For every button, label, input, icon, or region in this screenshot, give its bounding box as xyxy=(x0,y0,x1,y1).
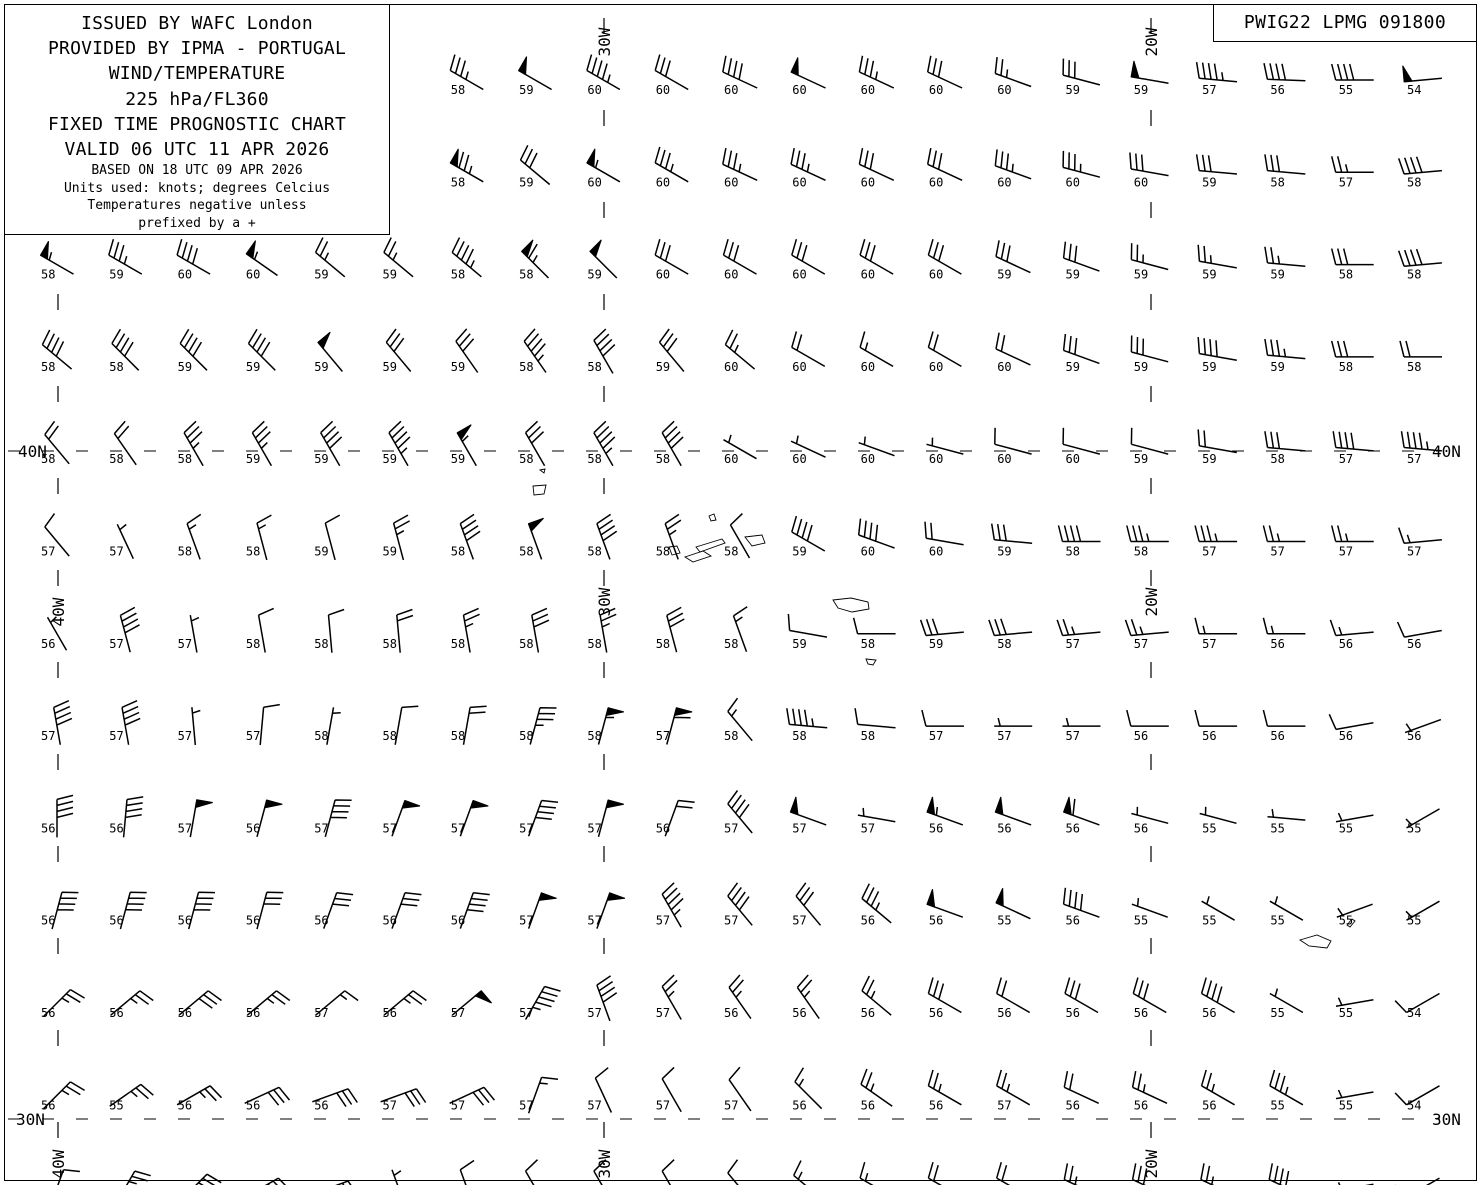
temperature-label: 57 xyxy=(245,729,261,744)
temperature-label: 57 xyxy=(792,821,807,836)
temperature-label: 55 xyxy=(1133,913,1149,928)
temperature-label: 60 xyxy=(997,359,1012,374)
temperature-label: 55 xyxy=(1270,913,1285,928)
temperature-label: 59 xyxy=(1202,452,1217,467)
temperature-label: 58 xyxy=(587,359,602,374)
temperature-label: 60 xyxy=(1065,452,1080,467)
temperature-label: 57 xyxy=(655,1006,671,1020)
temperature-label: 57 xyxy=(1065,729,1080,744)
temperature-label: 57 xyxy=(519,1006,534,1020)
temperature-label: 60 xyxy=(587,83,602,97)
temperature-label: 55 xyxy=(1338,83,1354,97)
temperature-label: 56 xyxy=(245,1006,261,1020)
temperature-label: 60 xyxy=(792,267,807,282)
temperature-label: 58 xyxy=(41,359,56,374)
temperature-label: 59 xyxy=(587,267,602,282)
temperature-note-line: Temperatures negative unless xyxy=(87,198,307,214)
issuer-line: ISSUED BY WAFC London xyxy=(81,13,313,34)
temperature-label: 60 xyxy=(928,452,944,467)
temperature-label: 56 xyxy=(177,913,193,928)
temperature-label: 60 xyxy=(792,83,807,97)
temperature-label: 57 xyxy=(314,1006,329,1020)
temperature-label: 56 xyxy=(1065,1098,1080,1113)
temperature-label: 59 xyxy=(450,452,466,467)
temperature-label: 56 xyxy=(1202,1098,1217,1113)
longitude-label: 40W xyxy=(49,1149,68,1179)
temperature-label: 59 xyxy=(314,452,329,467)
temperature-label: 56 xyxy=(724,1006,739,1020)
temperature-label: 57 xyxy=(587,821,602,836)
temperature-label: 59 xyxy=(109,267,124,282)
temperature-label: 59 xyxy=(655,359,671,374)
latitude-label: 30N xyxy=(1432,1110,1461,1129)
temperature-label: 59 xyxy=(928,636,944,651)
temperature-label: 55 xyxy=(1407,821,1422,836)
temperature-label: 59 xyxy=(1133,267,1149,282)
temperature-label: 60 xyxy=(587,175,602,190)
temperature-label: 54 xyxy=(1407,1006,1422,1020)
temperature-label: 56 xyxy=(792,1006,807,1020)
temperature-label: 60 xyxy=(724,452,739,467)
temperature-label: 56 xyxy=(41,1006,56,1020)
base-time-line: BASED ON 18 UTC 09 APR 2026 xyxy=(91,163,303,179)
longitude-label: 40W xyxy=(49,597,68,627)
temperature-label: 56 xyxy=(314,1098,329,1113)
temperature-label: 56 xyxy=(1202,729,1217,744)
temperature-label: 57 xyxy=(1202,544,1217,559)
temperature-label: 56 xyxy=(245,821,261,836)
temperature-label: 56 xyxy=(1270,83,1285,97)
temperature-label: 60 xyxy=(997,175,1012,190)
temperature-label: 58 xyxy=(1270,452,1285,467)
temperature-label: 59 xyxy=(997,544,1012,559)
temperature-label: 60 xyxy=(245,267,261,282)
temperature-label: 57 xyxy=(314,821,329,836)
temperature-label: 57 xyxy=(655,913,671,928)
temperature-label: 58 xyxy=(724,636,739,651)
temperature-note-line-2: prefixed by a + xyxy=(138,216,256,231)
temperature-label: 58 xyxy=(724,544,739,559)
temperature-label: 56 xyxy=(1202,1006,1217,1020)
temperature-label: 56 xyxy=(1065,821,1080,836)
temperature-label: 58 xyxy=(245,636,261,651)
temperature-label: 60 xyxy=(860,175,876,190)
temperature-label: 57 xyxy=(519,821,534,836)
temperature-label: 59 xyxy=(177,359,193,374)
temperature-label: 57 xyxy=(519,913,534,928)
latitude-label: 40N xyxy=(1432,442,1461,461)
temperature-label: 56 xyxy=(1270,729,1285,744)
temperature-label: 56 xyxy=(1407,729,1422,744)
temperature-label: 56 xyxy=(1407,636,1422,651)
temperature-label: 56 xyxy=(792,1098,807,1113)
temperature-label: 55 xyxy=(1338,1006,1354,1020)
temperature-label: 58 xyxy=(587,636,602,651)
temperature-label: 57 xyxy=(382,1098,397,1113)
temperature-label: 60 xyxy=(928,175,944,190)
temperature-label: 57 xyxy=(587,913,602,928)
level-line: 225 hPa/FL360 xyxy=(125,88,269,110)
temperature-label: 58 xyxy=(1338,267,1354,282)
temperature-label: 56 xyxy=(314,913,329,928)
temperature-label: 57 xyxy=(997,729,1012,744)
temperature-label: 56 xyxy=(928,821,944,836)
temperature-label: 58 xyxy=(587,452,602,467)
wind-barb xyxy=(312,1181,357,1185)
temperature-label: 59 xyxy=(1133,359,1149,374)
temperature-label: 60 xyxy=(997,452,1012,467)
temperature-label: 60 xyxy=(792,359,807,374)
temperature-label: 57 xyxy=(109,544,124,559)
temperature-label: 56 xyxy=(997,821,1012,836)
temperature-label: 60 xyxy=(928,83,944,97)
temperature-label: 55 xyxy=(1407,913,1422,928)
temperature-label: 57 xyxy=(41,729,56,744)
temperature-label: 59 xyxy=(382,267,397,282)
temperature-label: 59 xyxy=(1202,267,1217,282)
temperature-label: 59 xyxy=(314,359,329,374)
temperature-label: 56 xyxy=(245,913,261,928)
chart-id-box: PWIG22 LPMG 091800 xyxy=(1213,4,1477,42)
temperature-label: 58 xyxy=(519,359,534,374)
temperature-label: 58 xyxy=(382,636,397,651)
temperature-label: 58 xyxy=(587,544,602,559)
temperature-label: 60 xyxy=(792,175,807,190)
temperature-label: 60 xyxy=(724,175,739,190)
temperature-label: 56 xyxy=(450,913,466,928)
temperature-label: 57 xyxy=(109,729,124,744)
temperature-label: 56 xyxy=(1065,1006,1080,1020)
temperature-label: 57 xyxy=(860,821,876,836)
temperature-label: 57 xyxy=(382,821,397,836)
temperature-label: 58 xyxy=(655,636,671,651)
temperature-label: 57 xyxy=(109,636,124,651)
temperature-label: 59 xyxy=(245,452,261,467)
temperature-label: 57 xyxy=(450,821,466,836)
temperature-label: 58 xyxy=(177,452,193,467)
temperature-label: 58 xyxy=(450,636,466,651)
temperature-label: 60 xyxy=(928,359,944,374)
temperature-label: 60 xyxy=(655,175,671,190)
temperature-label: 59 xyxy=(314,267,329,282)
product-line: WIND/TEMPERATURE xyxy=(108,63,286,85)
temperature-label: 56 xyxy=(997,1006,1012,1020)
temperature-label: 56 xyxy=(1133,729,1149,744)
temperature-label: 59 xyxy=(450,359,466,374)
temperature-label: 58 xyxy=(860,636,876,651)
temperature-label: 56 xyxy=(41,1098,56,1113)
temperature-label: 58 xyxy=(860,729,876,744)
temperature-label: 56 xyxy=(177,1006,193,1020)
temperature-label: 57 xyxy=(1338,452,1354,467)
temperature-label: 58 xyxy=(1407,359,1422,374)
temperature-label: 59 xyxy=(314,544,329,559)
temperature-label: 59 xyxy=(1065,359,1080,374)
temperature-label: 58 xyxy=(450,267,466,282)
temperature-label: 56 xyxy=(109,1006,124,1020)
temperature-label: 59 xyxy=(1133,452,1149,467)
temperature-label: 59 xyxy=(1065,267,1080,282)
latitude-label: 40N xyxy=(18,442,47,461)
temperature-label: 58 xyxy=(792,729,807,744)
temperature-label: 59 xyxy=(1270,359,1285,374)
temperature-label: 55 xyxy=(109,1098,124,1113)
temperature-label: 58 xyxy=(724,729,739,744)
temperature-label: 60 xyxy=(860,83,876,97)
longitude-label: 30W xyxy=(595,27,614,57)
temperature-label: 56 xyxy=(245,1098,261,1113)
temperature-label: 56 xyxy=(928,1006,944,1020)
temperature-label: 57 xyxy=(1065,636,1080,651)
temperature-label: 59 xyxy=(382,452,397,467)
temperature-label: 60 xyxy=(724,359,739,374)
temperature-label: 60 xyxy=(860,544,876,559)
temperature-label: 59 xyxy=(792,636,807,651)
temperature-label: 60 xyxy=(724,267,739,282)
temperature-label: 57 xyxy=(997,1098,1012,1113)
temperature-label: 56 xyxy=(1338,636,1354,651)
temperature-label: 59 xyxy=(519,175,534,190)
temperature-label: 57 xyxy=(655,1098,671,1113)
temperature-label: 57 xyxy=(587,1006,602,1020)
temperature-label: 56 xyxy=(109,821,124,836)
temperature-label: 58 xyxy=(382,729,397,744)
temperature-label: 56 xyxy=(382,1006,397,1020)
temperature-label: 60 xyxy=(655,83,671,97)
temperature-label: 58 xyxy=(1338,359,1354,374)
temperature-label: 59 xyxy=(1065,83,1080,97)
temperature-label: 58 xyxy=(177,544,193,559)
temperature-label: 56 xyxy=(928,1098,944,1113)
temperature-label: 54 xyxy=(1407,1098,1422,1113)
temperature-label: 56 xyxy=(109,913,124,928)
temperature-label: 57 xyxy=(1407,544,1422,559)
temperature-label: 57 xyxy=(177,729,193,744)
temperature-label: 57 xyxy=(450,1006,466,1020)
temperature-label: 58 xyxy=(519,452,534,467)
temperature-label: 58 xyxy=(314,729,329,744)
temperature-label: 58 xyxy=(655,452,671,467)
temperature-label: 57 xyxy=(1270,544,1285,559)
longitude-label: 20W xyxy=(1142,1149,1161,1179)
latitude-label: 30N xyxy=(16,1110,45,1129)
temperature-label: 59 xyxy=(245,359,261,374)
temperature-label: 58 xyxy=(519,544,534,559)
temperature-label: 56 xyxy=(860,913,876,928)
temperature-label: 58 xyxy=(450,175,466,190)
temperature-label: 56 xyxy=(1133,1098,1149,1113)
longitude-label: 30W xyxy=(595,587,614,617)
temperature-label: 60 xyxy=(792,452,807,467)
temperature-label: 58 xyxy=(41,267,56,282)
temperature-label: 56 xyxy=(1270,636,1285,651)
temperature-label: 59 xyxy=(1202,359,1217,374)
temperature-label: 58 xyxy=(519,267,534,282)
temperature-label: 58 xyxy=(1407,175,1422,190)
temperature-label: 57 xyxy=(1338,175,1354,190)
temperature-label: 59 xyxy=(382,544,397,559)
temperature-label: 60 xyxy=(177,267,193,282)
temperature-label: 55 xyxy=(997,913,1012,928)
temperature-label: 60 xyxy=(860,359,876,374)
temperature-label: 57 xyxy=(1407,452,1422,467)
temperature-label: 55 xyxy=(1202,821,1217,836)
temperature-label: 55 xyxy=(1270,821,1285,836)
temperature-label: 56 xyxy=(177,1098,193,1113)
units-line: Units used: knots; degrees Celcius xyxy=(63,180,331,196)
temperature-label: 58 xyxy=(997,636,1012,651)
temperature-label: 57 xyxy=(177,821,193,836)
temperature-label: 58 xyxy=(587,729,602,744)
temperature-label: 58 xyxy=(450,544,466,559)
temperature-label: 59 xyxy=(1202,175,1217,190)
temperature-label: 60 xyxy=(928,544,944,559)
temperature-label: 57 xyxy=(724,821,739,836)
temperature-label: 57 xyxy=(655,729,671,744)
chart-type-line: FIXED TIME PROGNOSTIC CHART xyxy=(48,113,346,135)
temperature-label: 55 xyxy=(1338,913,1354,928)
temperature-label: 58 xyxy=(41,452,56,467)
temperature-label: 60 xyxy=(997,83,1012,97)
temperature-label: 56 xyxy=(41,821,56,836)
temperature-label: 57 xyxy=(724,913,739,928)
temperature-label: 58 xyxy=(1407,267,1422,282)
longitude-label: 30W xyxy=(595,1149,614,1179)
temperature-label: 56 xyxy=(41,913,56,928)
temperature-label: 56 xyxy=(382,913,397,928)
temperature-label: 56 xyxy=(1133,821,1149,836)
temperature-label: 58 xyxy=(519,636,534,651)
temperature-label: 56 xyxy=(860,1098,876,1113)
temperature-label: 58 xyxy=(519,729,534,744)
temperature-label: 57 xyxy=(792,913,807,928)
temperature-label: 57 xyxy=(450,1098,466,1113)
temperature-label: 60 xyxy=(1133,175,1149,190)
temperature-label: 55 xyxy=(1202,913,1217,928)
temperature-label: 56 xyxy=(1065,913,1080,928)
temperature-label: 55 xyxy=(1270,1006,1285,1020)
temperature-label: 56 xyxy=(41,636,56,651)
longitude-label: 20W xyxy=(1142,27,1161,57)
temperature-label: 57 xyxy=(724,1098,739,1113)
temperature-label: 58 xyxy=(245,544,261,559)
temperature-label: 57 xyxy=(928,729,944,744)
temperature-label: 56 xyxy=(1133,1006,1149,1020)
temperature-label: 58 xyxy=(1133,544,1149,559)
temperature-label: 57 xyxy=(1338,544,1354,559)
provider-line: PROVIDED BY IPMA - PORTUGAL xyxy=(48,38,346,60)
temperature-label: 57 xyxy=(177,636,193,651)
temperature-label: 59 xyxy=(1133,83,1149,97)
temperature-label: 58 xyxy=(109,359,124,374)
temperature-label: 59 xyxy=(519,83,534,97)
temperature-label: 57 xyxy=(1133,636,1149,651)
temperature-label: 59 xyxy=(1270,267,1285,282)
temperature-label: 57 xyxy=(1202,83,1217,97)
temperature-label: 59 xyxy=(792,544,807,559)
temperature-label: 55 xyxy=(1338,1098,1354,1113)
temperature-label: 60 xyxy=(724,83,739,97)
temperature-label: 58 xyxy=(450,83,466,97)
temperature-label: 59 xyxy=(382,359,397,374)
temperature-label: 57 xyxy=(1202,636,1217,651)
temperature-label: 59 xyxy=(997,267,1012,282)
temperature-label: 56 xyxy=(1338,729,1354,744)
temperature-label: 58 xyxy=(314,636,329,651)
validity-line: VALID 06 UTC 11 APR 2026 xyxy=(64,139,330,161)
temperature-label: 56 xyxy=(860,1006,876,1020)
temperature-label: 54 xyxy=(1407,83,1422,97)
chart-header-box xyxy=(4,4,390,235)
temperature-label: 57 xyxy=(587,1098,602,1113)
longitude-label: 20W xyxy=(1142,587,1161,617)
temperature-label: 55 xyxy=(1270,1098,1285,1113)
temperature-label: 60 xyxy=(655,267,671,282)
temperature-label: 60 xyxy=(1065,175,1080,190)
temperature-label: 58 xyxy=(655,544,671,559)
temperature-label: 58 xyxy=(1065,544,1080,559)
temperature-label: 56 xyxy=(655,821,671,836)
temperature-label: 58 xyxy=(109,452,124,467)
temperature-label: 57 xyxy=(519,1098,534,1113)
temperature-label: 57 xyxy=(41,544,56,559)
temperature-label: 60 xyxy=(860,452,876,467)
temperature-label: 58 xyxy=(1270,175,1285,190)
temperature-label: 58 xyxy=(450,729,466,744)
temperature-label: 56 xyxy=(928,913,944,928)
temperature-label: 60 xyxy=(860,267,876,282)
temperature-label: 55 xyxy=(1338,821,1354,836)
temperature-label: 60 xyxy=(928,267,944,282)
